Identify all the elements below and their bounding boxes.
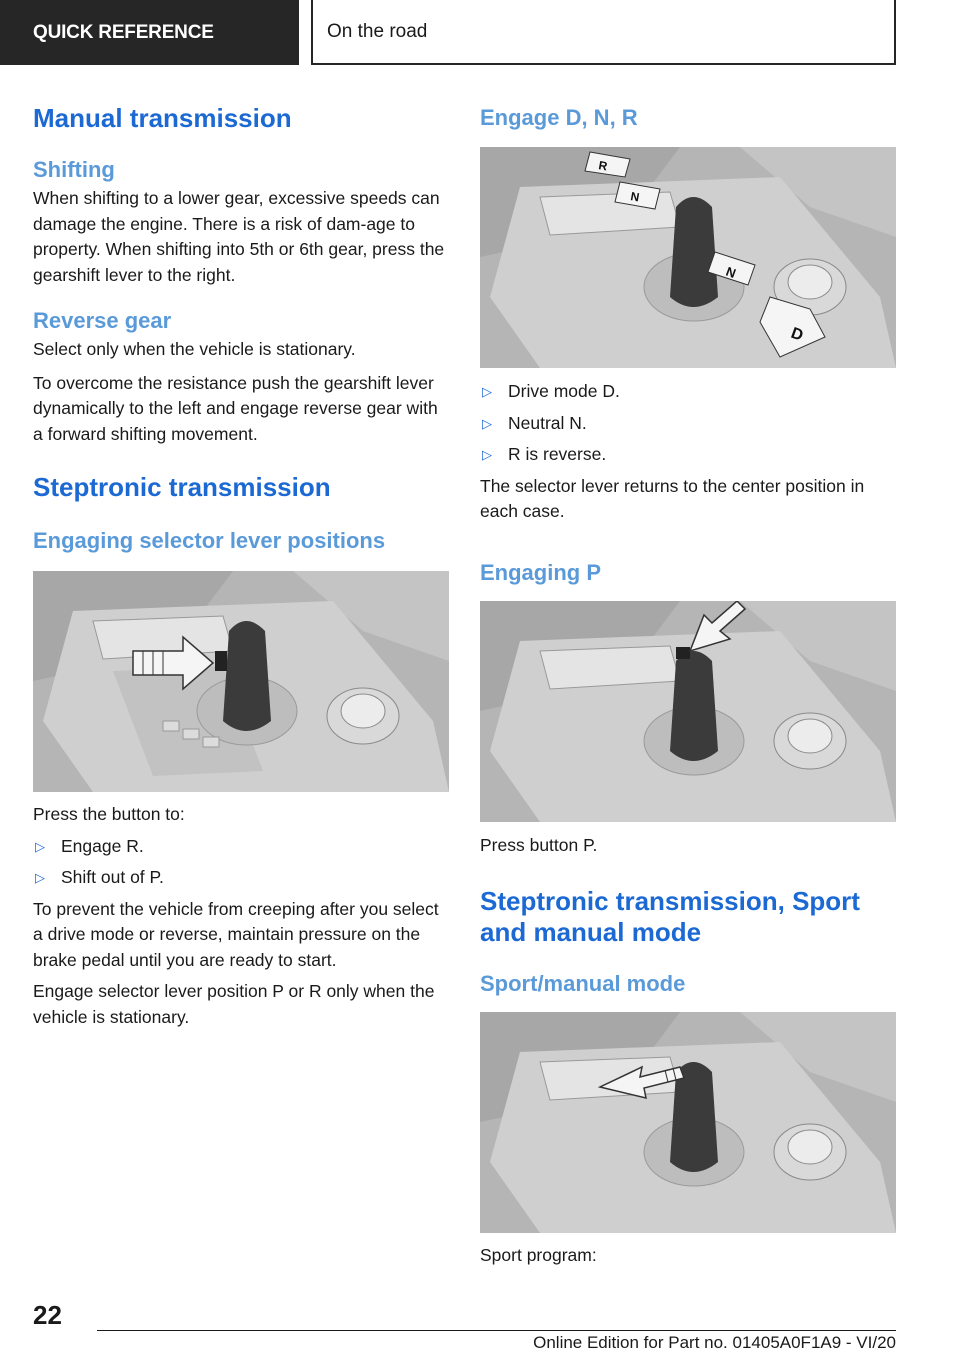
fig-label-d: D xyxy=(788,324,806,345)
text-sport-program: Sport program: xyxy=(480,1245,597,1265)
heading-manual-transmission: Manual transmission xyxy=(33,103,292,133)
list-item-reverse xyxy=(480,442,896,468)
list-item-text: Drive mode D. xyxy=(508,381,620,401)
footer-edition: Online Edition for Part no. 01405A0F1A9 - VI/20 xyxy=(533,1333,896,1352)
list-item-neutral xyxy=(480,411,896,437)
sport-mode-illustration xyxy=(480,1012,896,1233)
figure-engage-dnr xyxy=(480,147,896,368)
list-item-text: R is reverse. xyxy=(508,444,607,464)
heading-reverse-gear: Reverse gear xyxy=(33,308,172,333)
figure-selector-lever-button xyxy=(33,571,449,792)
right-column xyxy=(480,92,896,1269)
text-reverse-1: Select only when the vehicle is stationary. xyxy=(33,339,356,359)
text-shifting: When shifting to a lower gear, excessive speeds can damage the engine. There is a risk of dam‐age to property. When shifting into 5th or 6th gear, press the gearshift lever to the right. xyxy=(33,188,445,285)
list-item-drive-mode xyxy=(480,379,896,405)
triangle-bullet-icon: ▷ xyxy=(482,415,492,431)
triangle-bullet-icon: ▷ xyxy=(35,870,45,885)
heading-sport-manual-mode: Sport/manual mode xyxy=(480,971,686,996)
footer-divider xyxy=(97,1330,896,1331)
list-item-engage-r xyxy=(33,834,449,860)
heading-steptronic: Steptronic transmission xyxy=(33,472,331,502)
text-center-position: The selector lever returns to the center position in each case. xyxy=(480,475,865,521)
left-column xyxy=(33,92,449,1030)
text-prevent-creeping: To prevent the vehicle from creeping after you select a drive mode or reverse, maintain pressure on the brake pedal until you are ready to start. xyxy=(33,898,439,970)
triangle-bullet-icon: ▷ xyxy=(35,838,45,854)
heading-engage-dnr: Engage D, N, R xyxy=(480,105,638,130)
list-item-text: Shift out of P. xyxy=(61,867,164,887)
heading-shifting: Shifting xyxy=(33,157,115,182)
park-button-illustration xyxy=(480,601,896,822)
page-header xyxy=(0,0,960,66)
heading-engaging-selector: Engaging selector lever positions xyxy=(33,528,386,553)
text-reverse-2: To overcome the resistance push the gearshift lever dynamically to the left and engage reverse gear with a forward shifting movement. xyxy=(33,372,438,444)
text-engage-p-or-r: Engage selector lever position P or R only when the vehicle is stationary. xyxy=(33,981,435,1027)
page-number: 22 xyxy=(33,1300,62,1330)
fig-label-n1: N xyxy=(629,189,641,205)
fig-label-n2: N xyxy=(723,263,738,282)
list-item-text: Engage R. xyxy=(61,835,144,856)
triangle-bullet-icon: ▷ xyxy=(482,447,492,462)
triangle-bullet-icon: ▷ xyxy=(482,384,492,399)
text-press-button-p: Press button P. xyxy=(480,834,598,855)
dnr-illustration xyxy=(480,147,896,368)
heading-engaging-p: Engaging P xyxy=(480,559,601,585)
list-item-text: Neutral N. xyxy=(508,412,587,433)
heading-steptronic-sport-manual: Steptronic transmission, Sport and manual mode xyxy=(480,886,860,947)
header-chapter-title: On the road xyxy=(311,0,896,65)
text-press-button: Press the button to: xyxy=(33,804,185,824)
figure-sport-manual-mode xyxy=(480,1012,896,1233)
figure-engaging-p xyxy=(480,601,896,822)
list-item-shift-out-p xyxy=(33,865,449,891)
fig-label-r: R xyxy=(597,158,609,174)
header-section-title: QUICK REFERENCE xyxy=(0,0,299,65)
selector-lever-illustration xyxy=(33,571,449,792)
